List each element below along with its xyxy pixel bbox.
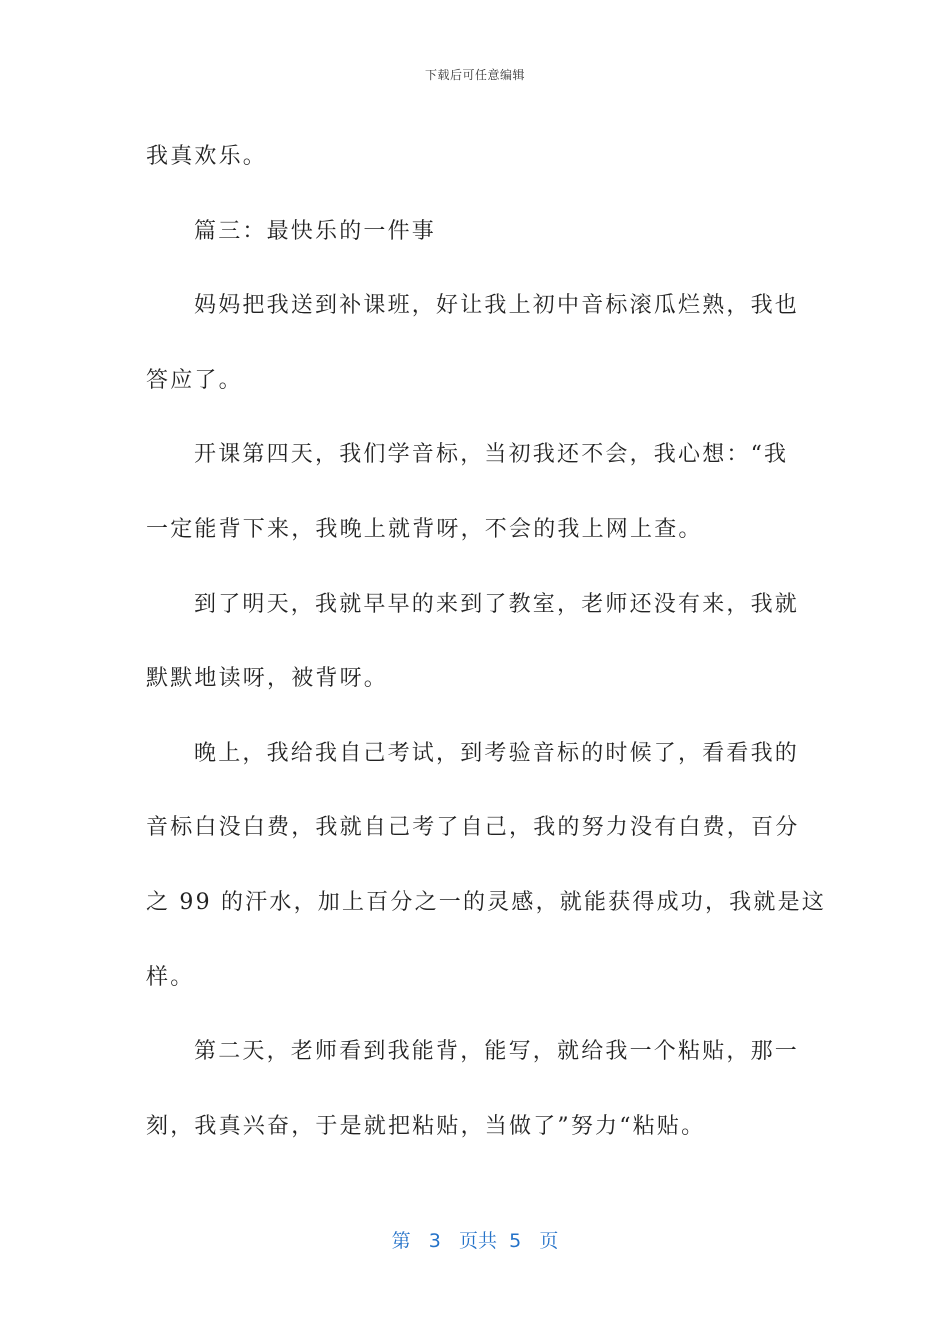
paragraph-line: 样。 [146, 964, 195, 990]
paragraph-line: 答应了。 [146, 367, 243, 393]
paragraph-line: 妈妈把我送到补课班，好让我上初中音标滚瓜烂熟，我也 [194, 293, 800, 319]
paragraph-line: 音标白没白费，我就自己考了自己，我的努力没有白费，百分 [146, 815, 800, 841]
page-footer [0, 1226, 950, 1253]
paragraph-line: 刻，我真兴奋，于是就把粘贴，当做了”努力“粘贴。 [146, 1113, 706, 1139]
paragraph-line: 一定能背下来，我晚上就背呀，不会的我上网上查。 [146, 516, 703, 542]
paragraph-line: 我真欢乐。 [146, 144, 268, 169]
page-header: 下载后可任意编辑 [424, 68, 525, 82]
paragraph-line: 默默地读呀，被背呀。 [146, 666, 389, 692]
paragraph-line: 之 99 的汗水，加上百分之一的灵感，就能获得成功，我就是这 [146, 889, 826, 915]
total-pages-number: 5 [509, 1230, 522, 1252]
paragraph-line: 晚上，我给我自己考试，到考验音标的时候了，看看我的 [194, 740, 800, 766]
page-suffix: 页 [539, 1230, 559, 1252]
section-heading: 篇三：最快乐的一件事 [194, 218, 437, 244]
page-prefix: 第 [391, 1230, 411, 1252]
paragraph-line: 开课第四天，我们学音标，当初我还不会，我心想：“我 [194, 442, 789, 468]
document-body [146, 120, 826, 1164]
current-page-number: 3 [428, 1230, 441, 1252]
page-mid: 页共 [459, 1230, 498, 1252]
paragraph-line: 第二天，老师看到我能背，能写，就给我一个粘贴，那一 [194, 1039, 800, 1065]
paragraph-line: 到了明天，我就早早的来到了教室，老师还没有来，我就 [194, 591, 800, 617]
